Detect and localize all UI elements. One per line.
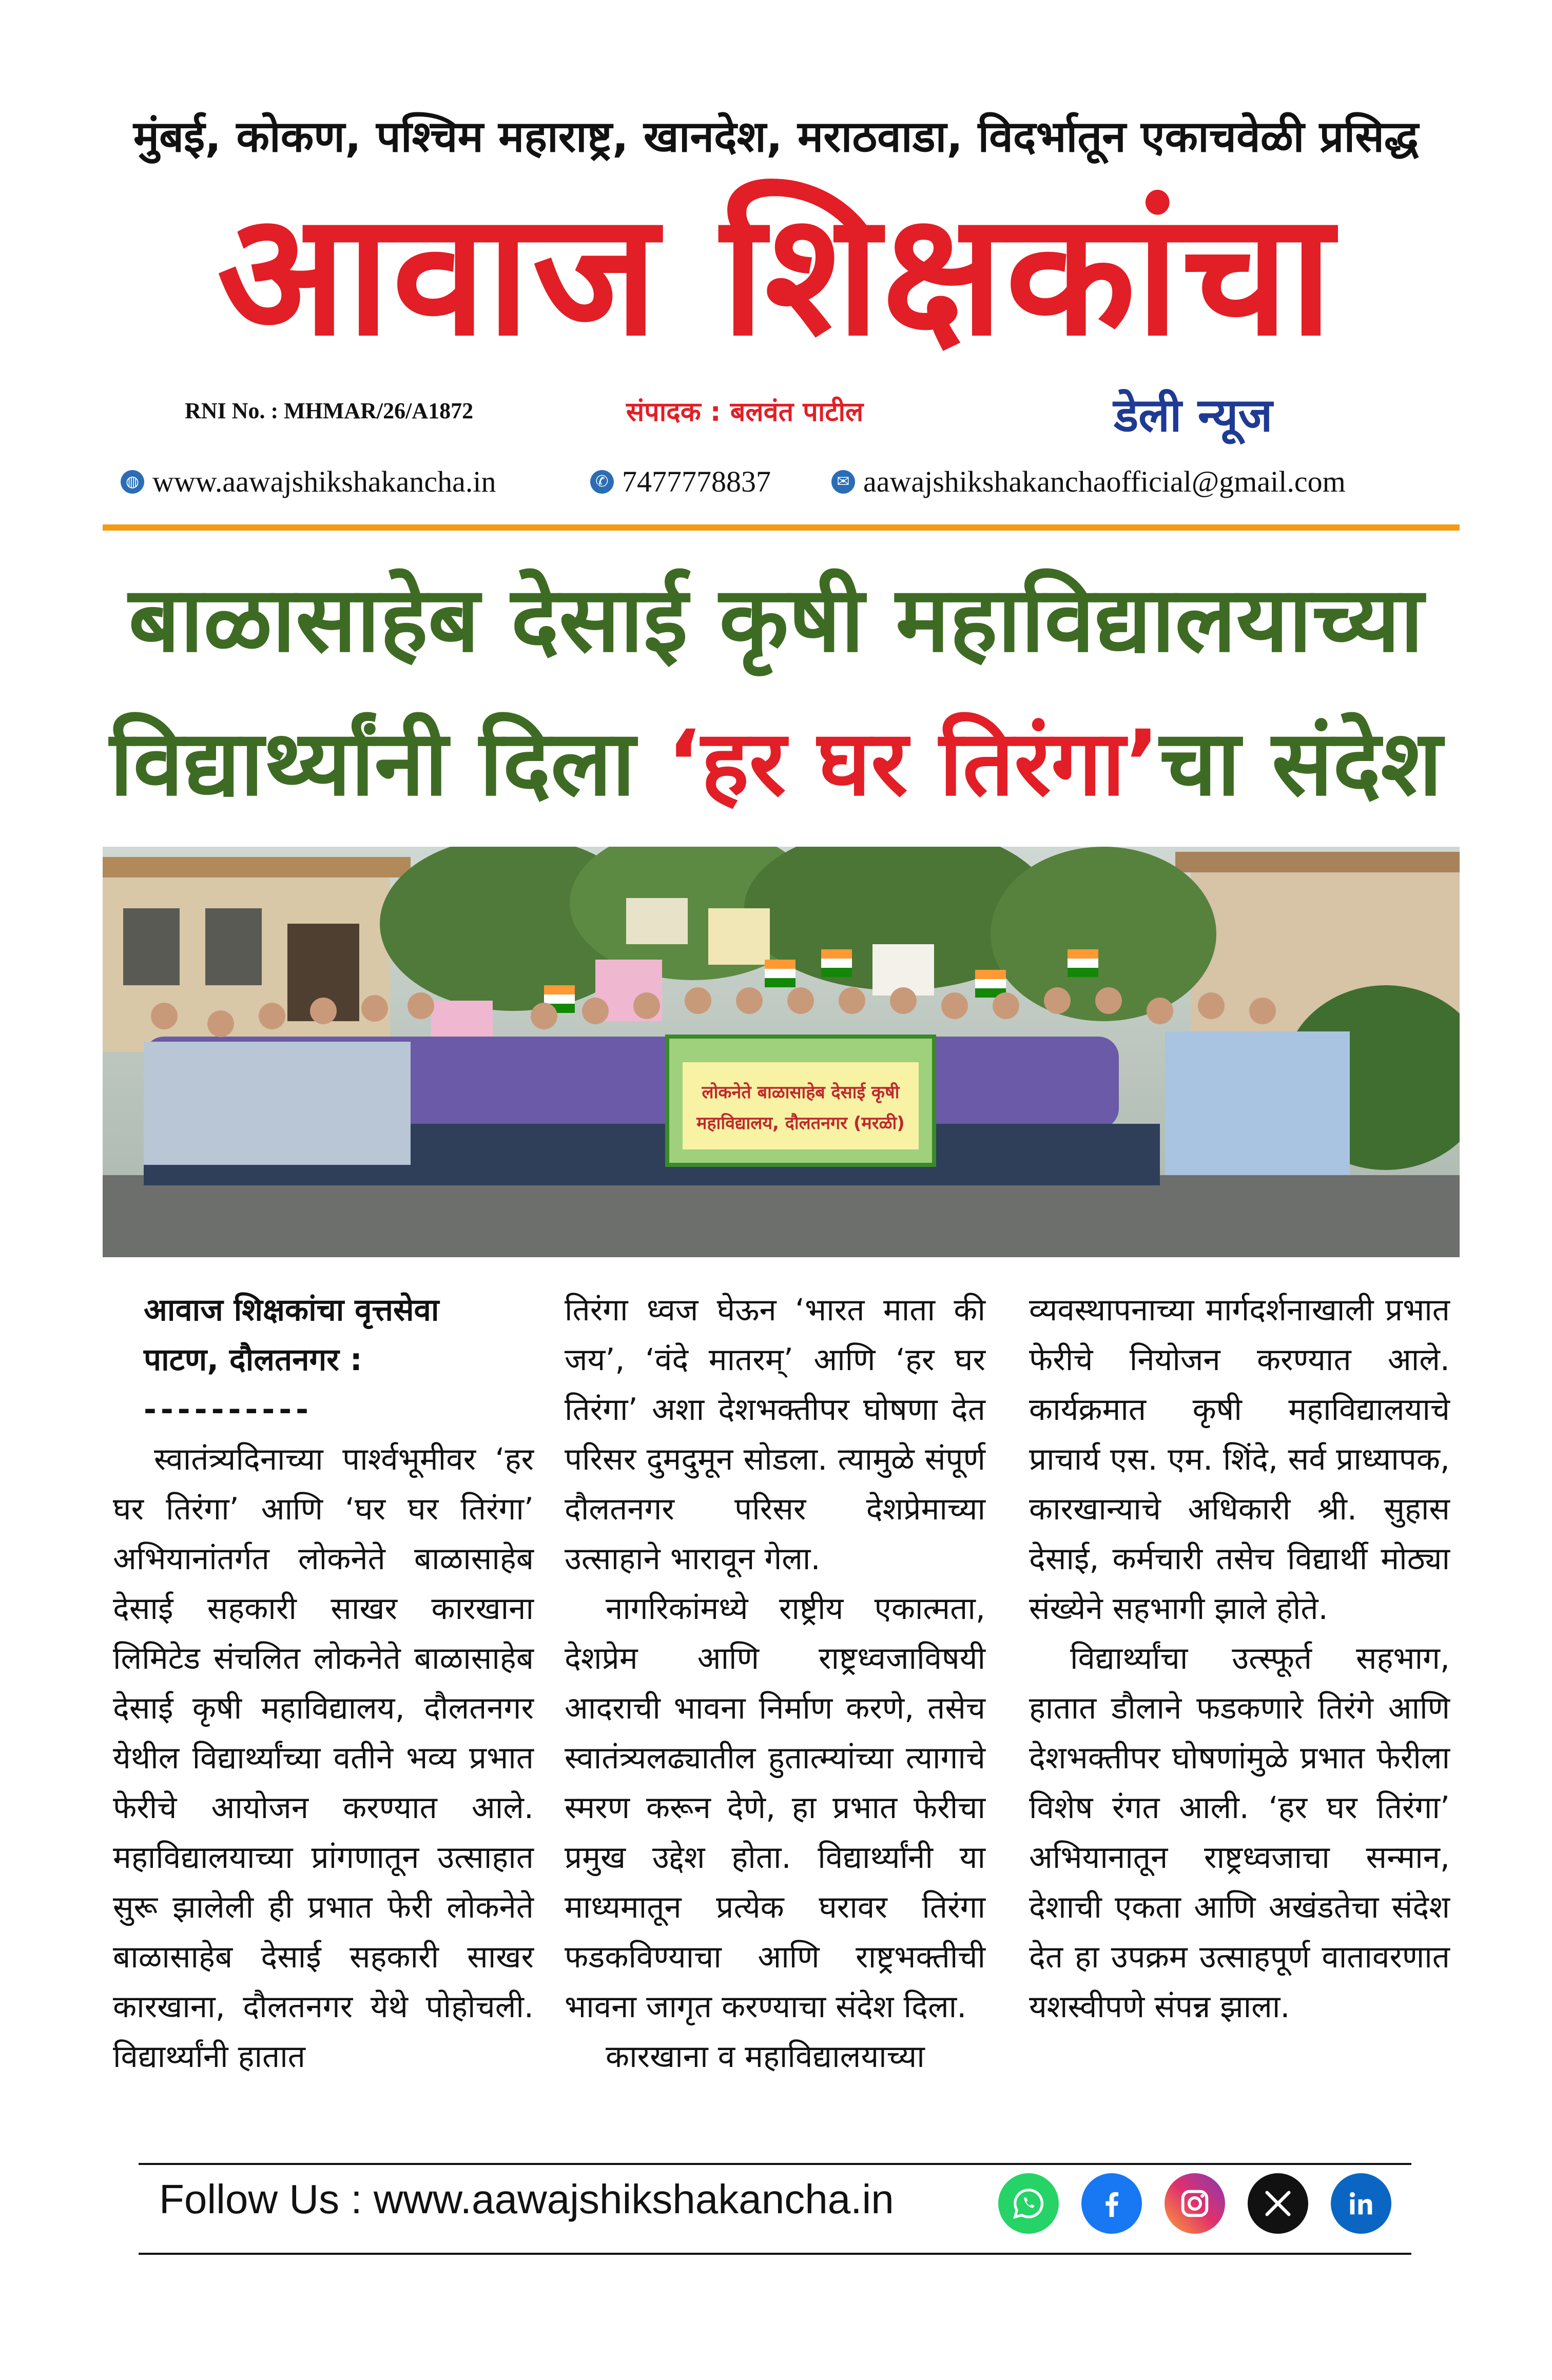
photo-banner-line-2: महाविद्यालय, दौलतनगर (मरळी) [696,1113,905,1134]
article-column-1 [113,1285,534,2082]
phone-icon: ✆ [590,470,614,494]
phone-text: 7477778837 [622,465,771,498]
edition-label: डेली न्यूज [1114,388,1273,442]
linkedin-icon[interactable] [1331,2173,1391,2234]
footer-top-rule [139,2163,1411,2165]
masthead-title: आवाज शिक्षकांचा [217,176,1335,373]
whatsapp-icon[interactable] [998,2173,1059,2234]
headline-line-1: बाळासाहेब देसाई कृषी महाविद्यालयाच्या [128,567,1424,672]
article-paragraph: नागरिकांमध्ये राष्ट्रीय एकात्मता, देशप्रेम आणि राष्ट्रध्वजाविषयी आदराची भावना निर्माण करणे, तसेच स्वातंत्र्यलढ्यातील हुतात्म्यांच्या त्यागाचे स्मरण करून देणे, हा प्रभात फेरीचा प्रमुख उद्देश होता. विद्यार्थ्यांनी या माध्यमातून प्रत्येक घरावर तिरंगा फडकविण्याचा आणि राष्ट्रभक्तीची भावना जागृत करण्याचा संदेश दिला. [565,1591,985,2025]
headline-line-2-prefix: विद्यार्थ्यांनी दिला [109,711,667,816]
footer-bottom-rule [139,2253,1411,2255]
dateline-place: पाटण, दौलतनगर : [144,1342,362,1378]
follow-us[interactable]: Follow Us : www.aawajshikshakancha.in [159,2176,894,2222]
x-icon[interactable] [1248,2173,1308,2234]
email-text: aawajshikshakanchaofficial@gmail.com [863,465,1346,498]
headline-highlight: ‘हर घर तिरंगा’ [667,711,1160,816]
email-contact[interactable] [831,464,1346,499]
headline-line-2 [0,711,1552,816]
facebook-icon[interactable] [1081,2173,1142,2234]
editor-name: संपादक : बलवंत पाटील [626,397,864,427]
website-text: www.aawajshikshakancha.in [152,465,496,498]
article-column-2 [565,1285,985,2082]
dateline-source: आवाज शिक्षकांचा वृत्तसेवा [144,1292,439,1328]
article-paragraph: विद्यार्थ्यांचा उत्स्फूर्त सहभाग, हातात डौलाने फडकणारे तिरंगे आणि देशभक्तीपर घोषणांमुळे प्रभात फेरीला विशेष रंगत आली. ‘हर घर तिरंगा’ अभियानातून राष्ट्रध्वजाचा सन्मान, देशाची एकता आणि अखंडतेचा संदेश देत हा उपक्रम उत्साहपूर्ण वातावरणात यशस्वीपणे संपन्न झाला. [1029,1641,1450,2025]
photo-banner-line-1: लोकनेते बाळासाहेब देसाई कृषी [702,1082,900,1103]
email-icon: ✉ [831,470,855,494]
headline-line-2-suffix: चा संदेश [1159,711,1443,816]
orange-divider [103,524,1460,531]
phone-contact[interactable] [590,464,771,499]
instagram-icon[interactable] [1165,2173,1225,2234]
article-paragraph: स्वातंत्र्यदिनाच्या पार्श्वभूमीवर ‘हर घर तिरंगा’ आणि ‘घर घर तिरंगा’ अभियानांतर्गत लोकनेते बाळासाहेब देसाई सहकारी साखर कारखाना लिमिटेड संचलित लोकनेते बाळासाहेब देसाई कृषी महाविद्यालय, दौलतनगर येथील विद्यार्थ्यांच्या वतीने भव्य प्रभात फेरीचे आयोजन करण्यात आले. महाविद्यालयाच्या प्रांगणातून उत्साहात सुरू झालेली ही प्रभात फेरी लोकनेते बाळासाहेब देसाई सहकारी साखर कारखाना, दौलतनगर येथे पोहोचली. विद्यार्थ्यांनी हातात [113,1441,534,2075]
rni-number: RNI No. : MHMAR/26/A1872 [185,398,474,423]
event-photo [103,847,1460,1257]
website-contact[interactable] [121,464,496,499]
article-paragraph: तिरंगा ध्वज घेऊन ‘भारत माता की जय’, ‘वंदे मातरम्’ आणि ‘हर घर तिरंगा’ अशा देशभक्तीपर घोषणा देत परिसर दुमदुमून सोडला. त्यामुळे संपूर्ण दौलतनगर परिसर देशप्रेमाच्या उत्साहाने भारावून गेला. [565,1292,985,1577]
article-paragraph: कारखाना व महाविद्यालयाच्या [606,2039,925,2075]
social-icons [998,2173,1391,2234]
globe-icon: ◍ [121,470,144,494]
article-column-3 [1029,1285,1450,2032]
article-paragraph: व्यवस्थापनाच्या मार्गदर्शनाखाली प्रभात फेरीचे नियोजन करण्यात आले. कार्यक्रमात कृषी महाविद्यालयाचे प्राचार्य एस. एम. शिंदे, सर्व प्राध्यापक, कारखान्याचे अधिकारी श्री. सुहास देसाई, कर्मचारी तसेच विद्यार्थी मोठ्या संख्येने सहभागी झाले होते. [1029,1292,1450,1627]
tagline: मुंबई, कोकण, पश्चिम महाराष्ट्र, खानदेश, मराठवाडा, विदर्भातून एकाचवेळी प्रसिद्ध [133,111,1419,162]
dateline-dashes: ---------- [144,1392,313,1428]
